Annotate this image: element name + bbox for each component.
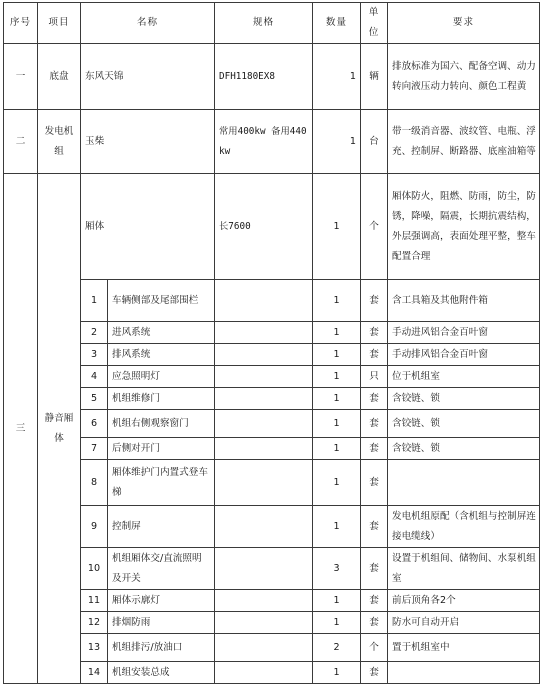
table-row [4,506,540,548]
sub-unit: 套 [361,590,388,612]
sub-spec [215,344,313,366]
sub-req: 手动进风铝合金百叶窗 [388,322,540,344]
row-spec: 长7600 [215,174,313,280]
sub-unit: 套 [361,506,388,548]
row-req: 排放标准为国六、配备空调、动力转向液压动力转向、颜色工程黄 [388,44,540,110]
header-req: 要求 [388,3,540,44]
row-qty: 1 [313,44,361,110]
sub-unit: 套 [361,438,388,460]
sub-qty: 1 [313,344,361,366]
sub-qty: 1 [313,366,361,388]
table-row [4,366,540,388]
sub-name: 后侧对开门 [108,438,215,460]
sub-qty: 2 [313,634,361,662]
table-row [4,322,540,344]
equipment-table [3,2,540,684]
sub-req: 置于机组室中 [388,634,540,662]
sub-spec [215,612,313,634]
table-row [4,590,540,612]
row-req: 带一级消音器、波纹管、电瓶、浮充、控制屏、断路器、底座油箱等 [388,110,540,174]
sub-name: 机组厢体交/直流照明及开关 [108,548,215,590]
sub-spec [215,590,313,612]
sub-no: 2 [81,322,108,344]
sub-req: 防水可自动开启 [388,612,540,634]
sub-req: 设置于机组间、储物间、水泵机组室 [388,548,540,590]
sub-no: 6 [81,410,108,438]
table-row [4,634,540,662]
sub-spec [215,460,313,506]
sub-req: 发电机组原配（含机组与控制屏连接电缆线） [388,506,540,548]
sub-no: 5 [81,388,108,410]
sub-qty: 1 [313,460,361,506]
sub-qty: 1 [313,438,361,460]
sub-unit: 套 [361,612,388,634]
sub-unit: 套 [361,322,388,344]
row-unit: 台 [361,110,388,174]
row-spec: 常用400kw 备用440kw [215,110,313,174]
sub-qty: 1 [313,410,361,438]
sub-name: 机组维修门 [108,388,215,410]
sub-name: 排风系统 [108,344,215,366]
sub-name: 机组安装总成 [108,662,215,684]
sub-unit: 个 [361,634,388,662]
sub-req: 含铰链、锁 [388,388,540,410]
table-row [4,438,540,460]
sub-name: 车辆侧部及尾部围栏 [108,280,215,322]
row-qty: 1 [313,110,361,174]
sub-no: 11 [81,590,108,612]
sub-name: 排烟防雨 [108,612,215,634]
header-item: 项目 [38,3,81,44]
row-spec: DFH1180EX8 [215,44,313,110]
row-req: 厢体防火，阻燃、防雨，防尘，防锈，降噪，隔震，长期抗震结构，外层强调高，表面处理平整，整车配置合理 [388,174,540,280]
sub-unit: 套 [361,548,388,590]
row-seq: 一 [4,44,38,110]
sub-name: 厢体示廓灯 [108,590,215,612]
row-name: 东风天锦 [81,44,215,110]
table-row [4,344,540,366]
header-qty: 数量 [313,3,361,44]
sub-name: 控制屏 [108,506,215,548]
table-row [4,44,540,110]
sub-qty: 1 [313,322,361,344]
table-row [4,612,540,634]
table-row [4,662,540,684]
sub-spec [215,506,313,548]
sub-no: 12 [81,612,108,634]
sub-req: 前后顶角各2个 [388,590,540,612]
sub-unit: 套 [361,280,388,322]
sub-no: 8 [81,460,108,506]
row-unit: 个 [361,174,388,280]
row-item: 底盘 [38,44,81,110]
sub-name: 机组排污/放油口 [108,634,215,662]
table-row [4,110,540,174]
sub-no: 4 [81,366,108,388]
row-name: 玉柴 [81,110,215,174]
header-unit: 单位 [361,3,388,44]
sub-no: 13 [81,634,108,662]
row-qty: 1 [313,174,361,280]
sub-spec [215,634,313,662]
sub-no: 3 [81,344,108,366]
sub-qty: 1 [313,506,361,548]
row-seq: 二 [4,110,38,174]
sub-name: 机组右侧观察窗门 [108,410,215,438]
table-row [4,410,540,438]
sub-req: 含铰链、锁 [388,438,540,460]
header-spec: 规格 [215,3,313,44]
table-row [4,548,540,590]
sub-spec [215,662,313,684]
sub-spec [215,438,313,460]
header-row [4,3,540,44]
sub-unit: 套 [361,662,388,684]
table-row [4,280,540,322]
sub-unit: 套 [361,410,388,438]
sub-no: 7 [81,438,108,460]
sub-spec [215,322,313,344]
sub-qty: 1 [313,388,361,410]
row-name: 厢体 [81,174,215,280]
header-seq: 序号 [4,3,38,44]
sub-unit: 套 [361,388,388,410]
sub-spec [215,280,313,322]
section3-item: 静音厢体 [38,174,81,684]
sub-no: 14 [81,662,108,684]
sub-req [388,662,540,684]
sub-qty: 1 [313,662,361,684]
sub-req [388,460,540,506]
sub-name: 应急照明灯 [108,366,215,388]
header-name: 名称 [81,3,215,44]
section3-seq: 三 [4,174,38,684]
sub-unit: 只 [361,366,388,388]
table-row [4,388,540,410]
sub-req: 含铰链、锁 [388,410,540,438]
sub-qty: 1 [313,590,361,612]
row-item: 发电机组 [38,110,81,174]
sub-unit: 套 [361,344,388,366]
sub-no: 10 [81,548,108,590]
sub-spec [215,388,313,410]
sub-spec [215,410,313,438]
section3-main-row [4,174,540,280]
sub-name: 进风系统 [108,322,215,344]
sub-qty: 1 [313,280,361,322]
sub-qty: 1 [313,612,361,634]
sub-req: 手动排风铝合金百叶窗 [388,344,540,366]
sub-no: 9 [81,506,108,548]
row-unit: 辆 [361,44,388,110]
sub-req: 含工具箱及其他附件箱 [388,280,540,322]
sub-qty: 3 [313,548,361,590]
sub-req: 位于机组室 [388,366,540,388]
sub-spec [215,548,313,590]
sub-no: 1 [81,280,108,322]
sub-unit: 套 [361,460,388,506]
sub-spec [215,366,313,388]
sub-name: 厢体维护门内置式登车梯 [108,460,215,506]
table-row [4,460,540,506]
